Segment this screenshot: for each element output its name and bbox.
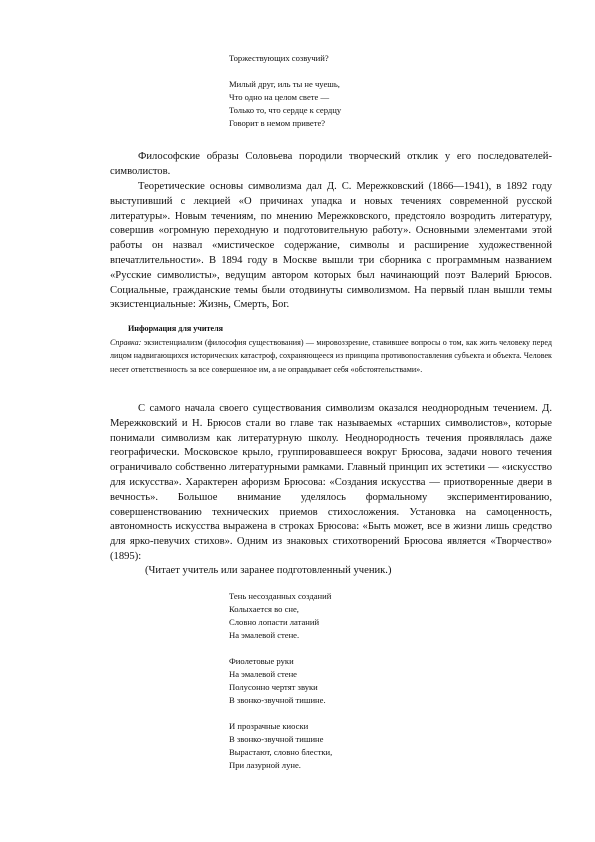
poem-line: Что одно на целом свете —: [229, 92, 330, 102]
poem-tvorchestvo: [229, 590, 332, 772]
reference-text: экзистенциализм (философия существования) — мировоззрение, ставившее вопросы о том, как жить человеку перед лицом надвигающихся исторических катастроф, сохраняющееся из принципа противопоставления субъекта и объекта. Человек несет ответственность за все совершенное им, а не оправдывает себя «обстоятельствами».: [110, 337, 552, 374]
poem-stanza-1: [229, 590, 332, 642]
paragraph-theoretical-basis: Теоретические основы символизма дал Д. С. Мережковский (1866—1941), в 1892 году выступивший с лекцией «О причинах упадка и новых течениях современной русской литературы». Новым течениям, по мнению Мережковского, предстояло возродить литературу, совершив «огромную переходную и подготовительную работу». Основными элементами этой работы он назвал «мистическое содержание, символы и расширение художественной впечатлительности». В 1894 году в Москве вышли три сборника с программным названием «Русские символисты», ведущим автором которых был начинающий поэт Валерий Брюсов. Социальные, гражданские темы были отодвинуты символизмом. На первый план вышли темы экзистенциальные: Жизнь, Смерть, Бог.: [110, 181, 552, 311]
poem-line: Словно лопасти латаний: [229, 617, 320, 627]
poem-stanza-2: [229, 655, 332, 707]
poem-line: В звонко-звучной тишине.: [229, 695, 326, 705]
poem-line: И прозрачные киоски: [229, 721, 309, 731]
poem-line: Тень несозданных созданий: [229, 591, 332, 601]
poem-stanza-3: [229, 720, 332, 772]
poem-fragment: [229, 52, 341, 130]
poem-line: Вырастают, словно блестки,: [229, 747, 333, 757]
reading-note: (Читает учитель или заранее подготовленный ученик.): [145, 565, 392, 576]
poem-line: Колыхается во сне,: [229, 604, 299, 614]
poem-line: В звонко-звучной тишине: [229, 734, 324, 744]
teacher-info-block: [110, 322, 552, 376]
reference-label: Справка:: [110, 337, 142, 347]
poem-line: На эмалевой стене.: [229, 630, 300, 640]
poem-line: Говорит в немом привете?: [229, 118, 326, 128]
poem-line: Только то, что сердце к сердцу: [229, 105, 342, 115]
poem-line: Торжествующих созвучий?: [229, 53, 329, 63]
poem-line-blank: [229, 65, 341, 78]
paragraph-symbolism-origins: С самого начала своего существования символизм оказался неоднородным течением. Д. Мережковский и Н. Брюсов стали во главе так называемых «старших символистов», которые понимали символизм как литературную школу. Неоднородность течения проявлялась даже географически. Московское крыло, группировавшееся вокруг Брюсова, задачи нового течения ограничивало собственно литературными рамками. Главный принцип их эстетики — «искусство для искусства». Характерен афоризм Брюсова: «Создания искусства — приотворенные двери в вечность». Большое внимание уделялось формальному экспериментированию, совершенствованию технических приемов стихосложения. Установка на самоценность, автономность искусства выражена в строках Брюсова: «Быть может, все в жизни лишь средство для ярко-певучих стихов». Одним из знаковых стихотворений Брюсова является «Творчество» (1895):: [110, 403, 552, 562]
poem-line: Полусонно чертят звуки: [229, 682, 318, 692]
poem-line: Фиолетовые руки: [229, 656, 294, 666]
paragraph-philosophical-images: Философские образы Соловьева породили творческий отклик у его последователей-символистов.: [110, 151, 552, 177]
teacher-info-heading: Информация для учителя: [128, 324, 224, 333]
poem-line: При лазурной луне.: [229, 760, 301, 770]
poem-line: На эмалевой стене: [229, 669, 297, 679]
poem-line: Милый друг, иль ты не чуешь,: [229, 79, 340, 89]
